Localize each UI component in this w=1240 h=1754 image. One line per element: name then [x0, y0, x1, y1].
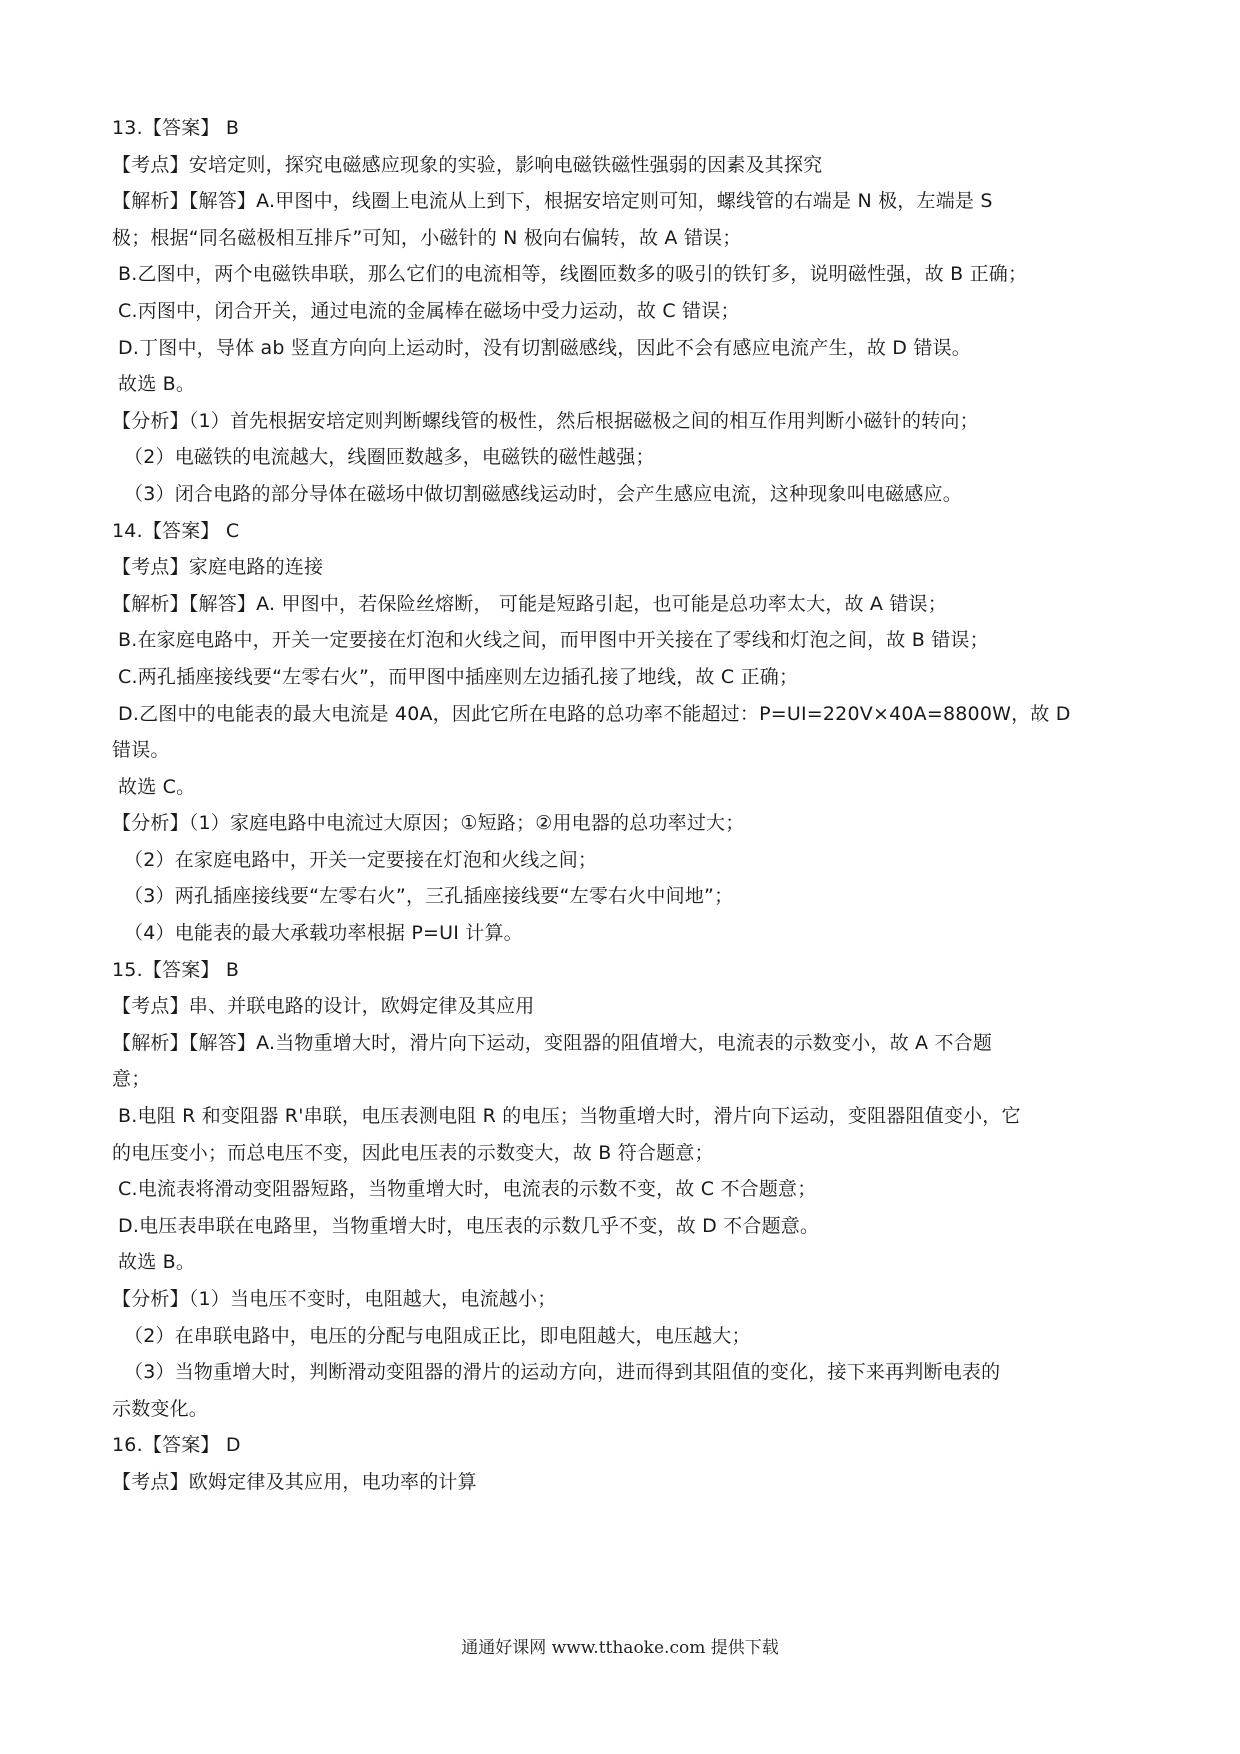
text-line: 故选 C。 [118, 775, 196, 798]
text-line: 示数变化。 [112, 1397, 209, 1420]
text-line: （3）当物重增大时，判断滑动变阻器的滑片的运动方向，进而得到其阻值的变化，接下来再判断电表的 [124, 1361, 1001, 1384]
text-line: 的电压变小；而总电压不变，因此电压表的示数变大，故 B 符合题意； [112, 1141, 714, 1164]
text-line: D.电压表串联在电路里，当物重增大时，电压表的示数几乎不变，故 D 不合题意。 [118, 1214, 820, 1237]
text-line: 【解析】【解答】A.甲图中，线圈上电流从上到下，根据安培定则可知，螺线管的右端是 N 极，左端是 S [112, 190, 993, 213]
text-line: B.在家庭电路中，开关一定要接在灯泡和火线之间，而甲图中开关接在了零线和灯泡之间，故 B 错误； [118, 629, 989, 652]
text-line: 【解析】【解答】A. 甲图中，若保险丝熔断， 可能是短路引起，也可能是总功率太大，故 A 错误； [112, 592, 947, 615]
text-line: 16.【答案】 D [112, 1434, 241, 1457]
text-line: 【分析】（1）家庭电路中电流过大原因；①短路；②用电器的总功率过大； [112, 812, 745, 835]
text-line: D.乙图中的电能表的最大电流是 40A，因此它所在电路的总功率不能超过：P=UI=220V×40A=8800W，故 D [118, 702, 1071, 725]
text-line: D.丁图中，导体 ab 竖直方向向上运动时，没有切割磁感线，因此不会有感应电流产生，故 D 错误。 [118, 336, 971, 359]
text-line: （3）闭合电路的部分导体在磁场中做切割磁感线运动时，会产生感应电流，这种现象叫电磁感应。 [124, 482, 962, 505]
text-line: B.电阻 R 和变阻器 R'串联，电压表测电阻 R 的电压；当物重增大时，滑片向下运动，变阻器阻值变小，它 [118, 1105, 1021, 1128]
text-line: 15.【答案】 B [112, 958, 240, 981]
text-line: 【分析】（1）首先根据安培定则判断螺线管的极性，然后根据磁极之间的相互作用判断小磁针的转向； [112, 409, 979, 432]
text-line: 【分析】（1）当电压不变时，电阻越大，电流越小； [112, 1288, 557, 1310]
text-line: （3）两孔插座接线要“左零右火”，三孔插座接线要“左零右火中间地”； [124, 885, 734, 908]
text-line: （4）电能表的最大承载功率根据 P=UI 计算。 [124, 922, 523, 945]
text-line: （2）在家庭电路中，开关一定要接在灯泡和火线之间； [124, 848, 598, 871]
text-line: 错误。 [112, 739, 170, 762]
text-line: （2）在串联电路中，电压的分配与电阻成正比，即电阻越大，电压越大； [124, 1324, 751, 1347]
text-line: 意； [112, 1068, 151, 1091]
text-line: 【考点】家庭电路的连接 [112, 556, 324, 579]
document-body [112, 110, 1142, 1501]
text-line: 【考点】欧姆定律及其应用，电功率的计算 [112, 1470, 477, 1493]
text-line: 【考点】安培定则，探究电磁感应现象的实验，影响电磁铁磁性强弱的因素及其探究 [112, 153, 823, 176]
text-line: C.电流表将滑动变阻器短路，当物重增大时，电流表的示数不变，故 C 不合题意； [118, 1178, 817, 1201]
text-line: C.两孔插座接线要“左零右火”，而甲图中插座则左边插孔接了地线，故 C 正确； [118, 665, 799, 688]
text-line: 【考点】串、并联电路的设计，欧姆定律及其应用 [112, 995, 535, 1018]
text-line: （2）电磁铁的电流越大，线圈匝数越多，电磁铁的磁性越强； [124, 446, 655, 469]
text-line: 故选 B。 [118, 1251, 196, 1274]
text-line: B.乙图中，两个电磁铁串联，那么它们的电流相等，线圈匝数多的吸引的铁钉多，说明磁性强，故 B 正确； [118, 263, 1028, 286]
text-line: 14.【答案】 C [112, 519, 240, 542]
text-line: 【解析】【解答】A.当物重增大时，滑片向下运动，变阻器的阻值增大，电流表的示数变小，故 A 不合题 [112, 1031, 993, 1054]
page-footer: 通通好课网 www.tthaoke.com 提供下载 [461, 1638, 779, 1658]
text-line: 13.【答案】 B [112, 117, 240, 139]
text-line: 极；根据“同名磁极相互排斥”可知，小磁针的 N 极向右偏转，故 A 错误； [112, 226, 742, 249]
text-line: C.丙图中，闭合开关，通过电流的金属棒在磁场中受力运动，故 C 错误； [118, 299, 740, 322]
text-line: 故选 B。 [118, 373, 196, 396]
